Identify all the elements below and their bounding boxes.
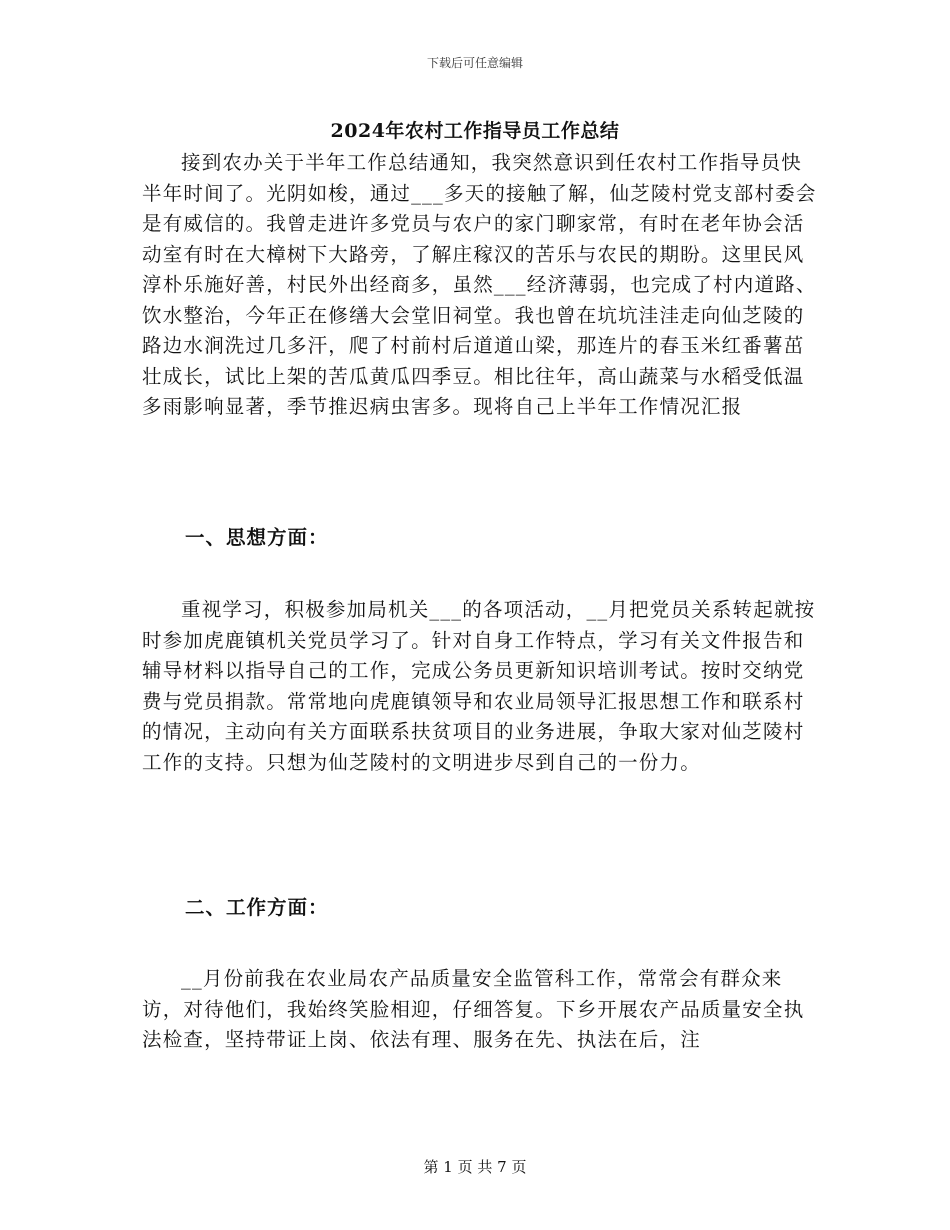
page-number-footer: 第 1 页 共 7 页 (423, 1158, 527, 1176)
section-body-thought: 重视学习，积极参加局机关___的各项活动，__月把党员关系转起就按时参加虎鹿镇机关党员学习了。针对自身工作特点，学习有关文件报告和辅导材料以指导自己的工作，完成公务员更新知识培训考试。按时交纳党费与党员捐款。常常地向虎鹿镇领导和农业局领导汇报思想工作和联系村的情况，主动向有关方面联系扶贫项目的业务进展，争取大家对仙芝陵村工作的支持。只想为仙芝陵村的文明进步尽到自己的一份力。 (142, 598, 816, 774)
header-note: 下载后可任意编辑 (426, 56, 523, 70)
section-heading-work: 二、工作方面： (185, 896, 329, 919)
document-title: 2024年农村工作指导员工作总结 (330, 120, 620, 142)
section-body-work: __月份前我在农业局农产品质量安全监管科工作，常常会有群众来访，对待他们，我始终笑脸相迎，仔细答复。下乡开展农产品质量安全执法检查，坚持带证上岗、依法有理、服务在先、执法在后，注 (142, 967, 805, 1051)
intro-paragraph: 接到农办关于半年工作总结通知，我突然意识到任农村工作指导员快半年时间了。光阴如梭，通过___多天的接触了解，仙芝陵村党支部村委会是有威信的。我曾走进许多党员与农户的家门聊家常，有时在老年协会活动室有时在大樟树下大路旁，了解庄稼汉的苦乐与农民的期盼。这里民风淳朴乐施好善，村民外出经商多，虽然___经济薄弱，也完成了村内道路、饮水整治，今年正在修缮大会堂旧祠堂。我也曾在坑坑洼洼走向仙芝陵的路边水涧洗过几多汗，爬了村前村后道道山梁，那连片的春玉米红番薯茁壮成长，试比上架的苦瓜黄瓜四季豆。相比往年，高山蔬菜与水稻受低温多雨影响显著，季节推迟病虫害多。现将自己上半年工作情况汇报 (142, 151, 817, 418)
section-heading-thought: 一、思想方面： (185, 526, 329, 549)
